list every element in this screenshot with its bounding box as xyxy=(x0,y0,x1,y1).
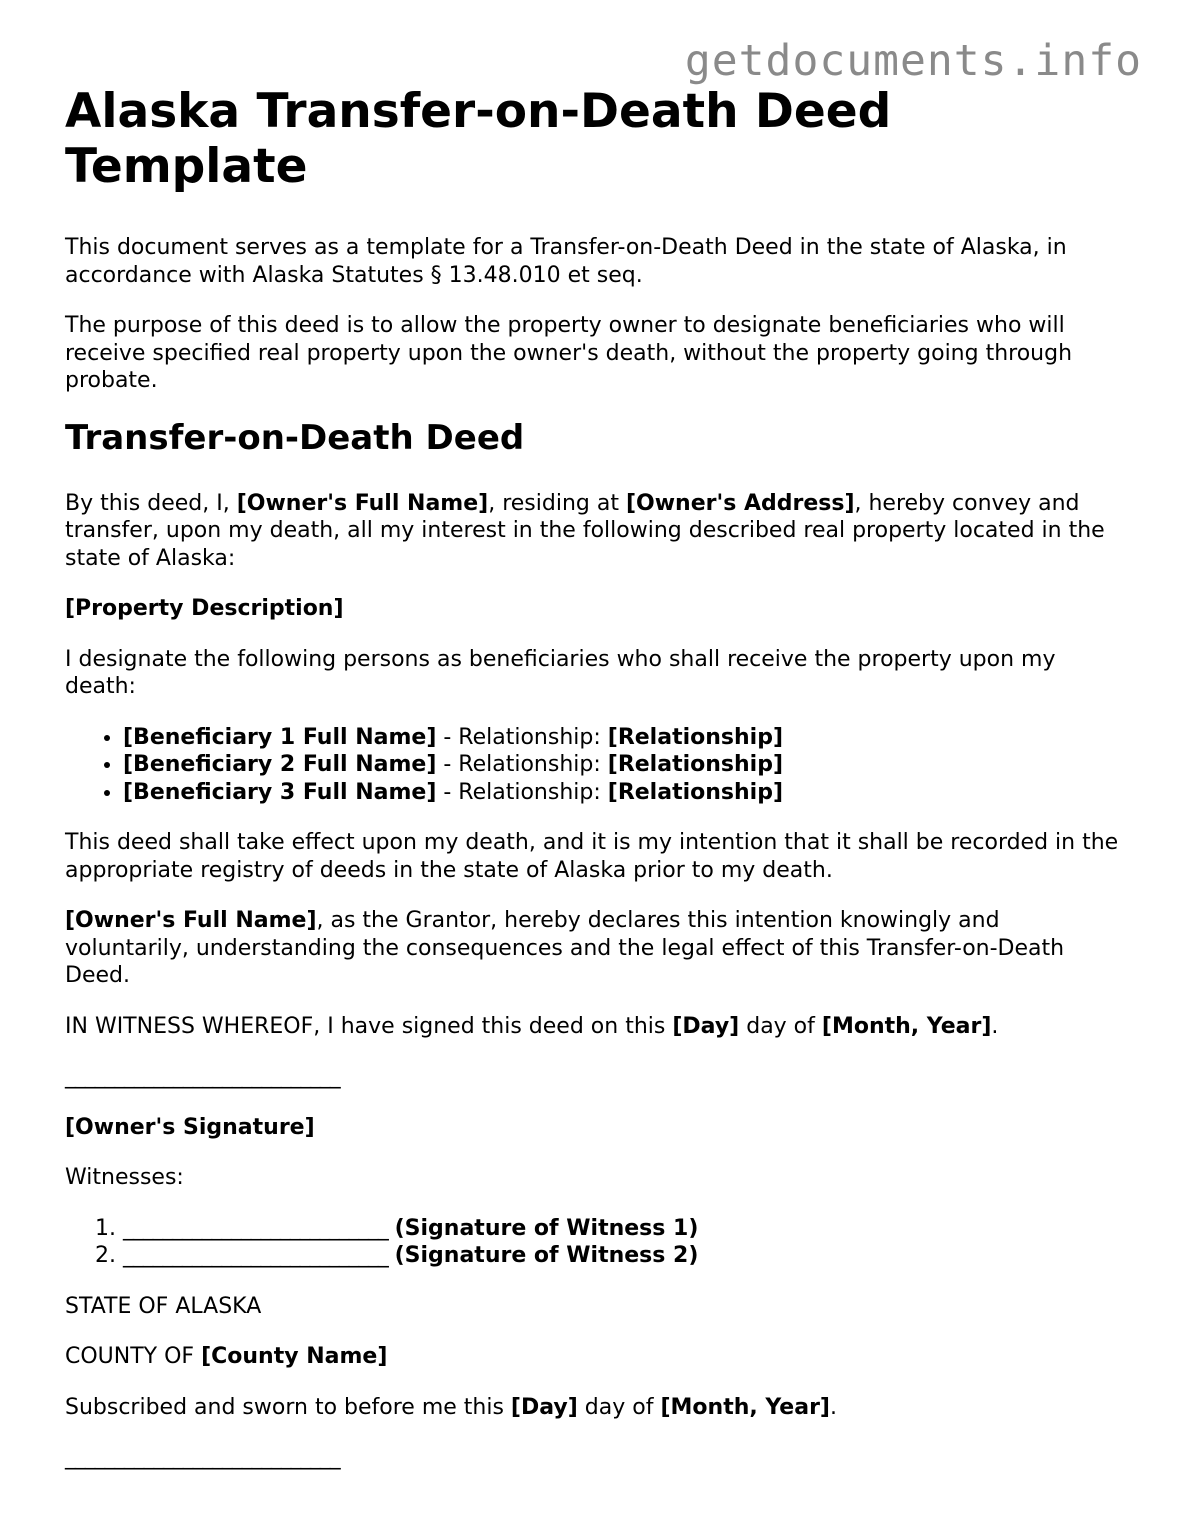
owner-name-placeholder: [Owner's Full Name] xyxy=(236,490,489,516)
beneficiary-name: [Beneficiary 2 Full Name] xyxy=(123,752,437,777)
watermark: getdocuments.info xyxy=(684,36,1142,86)
beneficiary-relationship: [Relationship] xyxy=(607,724,784,750)
beneficiary-list xyxy=(65,724,1125,807)
intro-paragraph-2: The purpose of this deed is to allow the property owner to designate beneficiaries who will receive specified real property upon the owner's death, without the property going through probate. xyxy=(65,313,1073,393)
list-item: • [Beneficiary 3 Full Name] - Relationship: [Relationship] xyxy=(123,779,1125,807)
witness-signature-label: (Signature of Witness 2) xyxy=(394,1243,699,1268)
owner-signature-line: ____________________________ xyxy=(65,1064,340,1089)
owner-address-placeholder: [Owner's Address] xyxy=(625,490,855,516)
beneficiary-name: [Beneficiary 3 Full Name] xyxy=(123,779,437,805)
section-heading: Transfer-on-Death Deed xyxy=(65,417,525,458)
designate-paragraph: I designate the following persons as beneficiaries who shall receive the property upon my death: xyxy=(65,646,1056,699)
document-page xyxy=(65,84,1125,1495)
witness-signature-label: (Signature of Witness 1) xyxy=(394,1215,699,1241)
state-line: STATE OF ALASKA xyxy=(65,1293,262,1319)
subscribed-paragraph: Subscribed and sworn to before me this [Day] day of [Month, Year]. xyxy=(65,1394,837,1420)
property-description: [Property Description] xyxy=(65,596,344,621)
list-item: 1. ___________________________ (Signature of Witness 1) xyxy=(123,1215,1125,1243)
declaration-paragraph: [Owner's Full Name], as the Grantor, hereby declares this intention knowingly and voluntarily, understanding the consequences and the legal effect of this Transfer-on-Death Deed. xyxy=(65,908,1065,988)
conveyance-paragraph: By this deed, I, [Owner's Full Name], residing at [Owner's Address], hereby convey and transfer, upon my death, all my interest in the following described real property located in the state of Alaska: xyxy=(65,490,1105,571)
witness-whereof-paragraph: IN WITNESS WHEREOF, I have signed this deed on this [Day] day of [Month, Year]. xyxy=(65,1013,999,1039)
effect-paragraph: This deed shall take effect upon my death, and it is my intention that it shall be recorded in the appropriate registry of deeds in the state of Alaska prior to my death. xyxy=(65,830,1119,883)
beneficiary-relationship: [Relationship] xyxy=(607,779,784,805)
county-line: COUNTY OF [County Name] xyxy=(65,1344,388,1369)
witnesses-label: Witnesses: xyxy=(65,1165,184,1190)
beneficiary-relationship: [Relationship] xyxy=(607,752,784,777)
list-item: • [Beneficiary 2 Full Name] - Relationship: [Relationship] xyxy=(123,751,1125,779)
owner-signature-label: [Owner's Signature] xyxy=(65,1114,315,1140)
intro-paragraph-1: This document serves as a template for a Transfer-on-Death Deed in the state of Alaska, in accordance with Alaska Statutes § 13.48.010 et seq. xyxy=(65,235,1067,288)
witness-list xyxy=(65,1215,1125,1270)
list-item: • [Beneficiary 1 Full Name] - Relationship: [Relationship] xyxy=(123,724,1125,752)
document-title: Alaska Transfer-on-Death Deed Template xyxy=(65,84,892,194)
list-item: 2. ___________________________ (Signature of Witness 2) xyxy=(123,1242,1125,1270)
beneficiary-name: [Beneficiary 1 Full Name] xyxy=(123,724,437,750)
notary-signature-line: ____________________________ xyxy=(65,1445,340,1470)
